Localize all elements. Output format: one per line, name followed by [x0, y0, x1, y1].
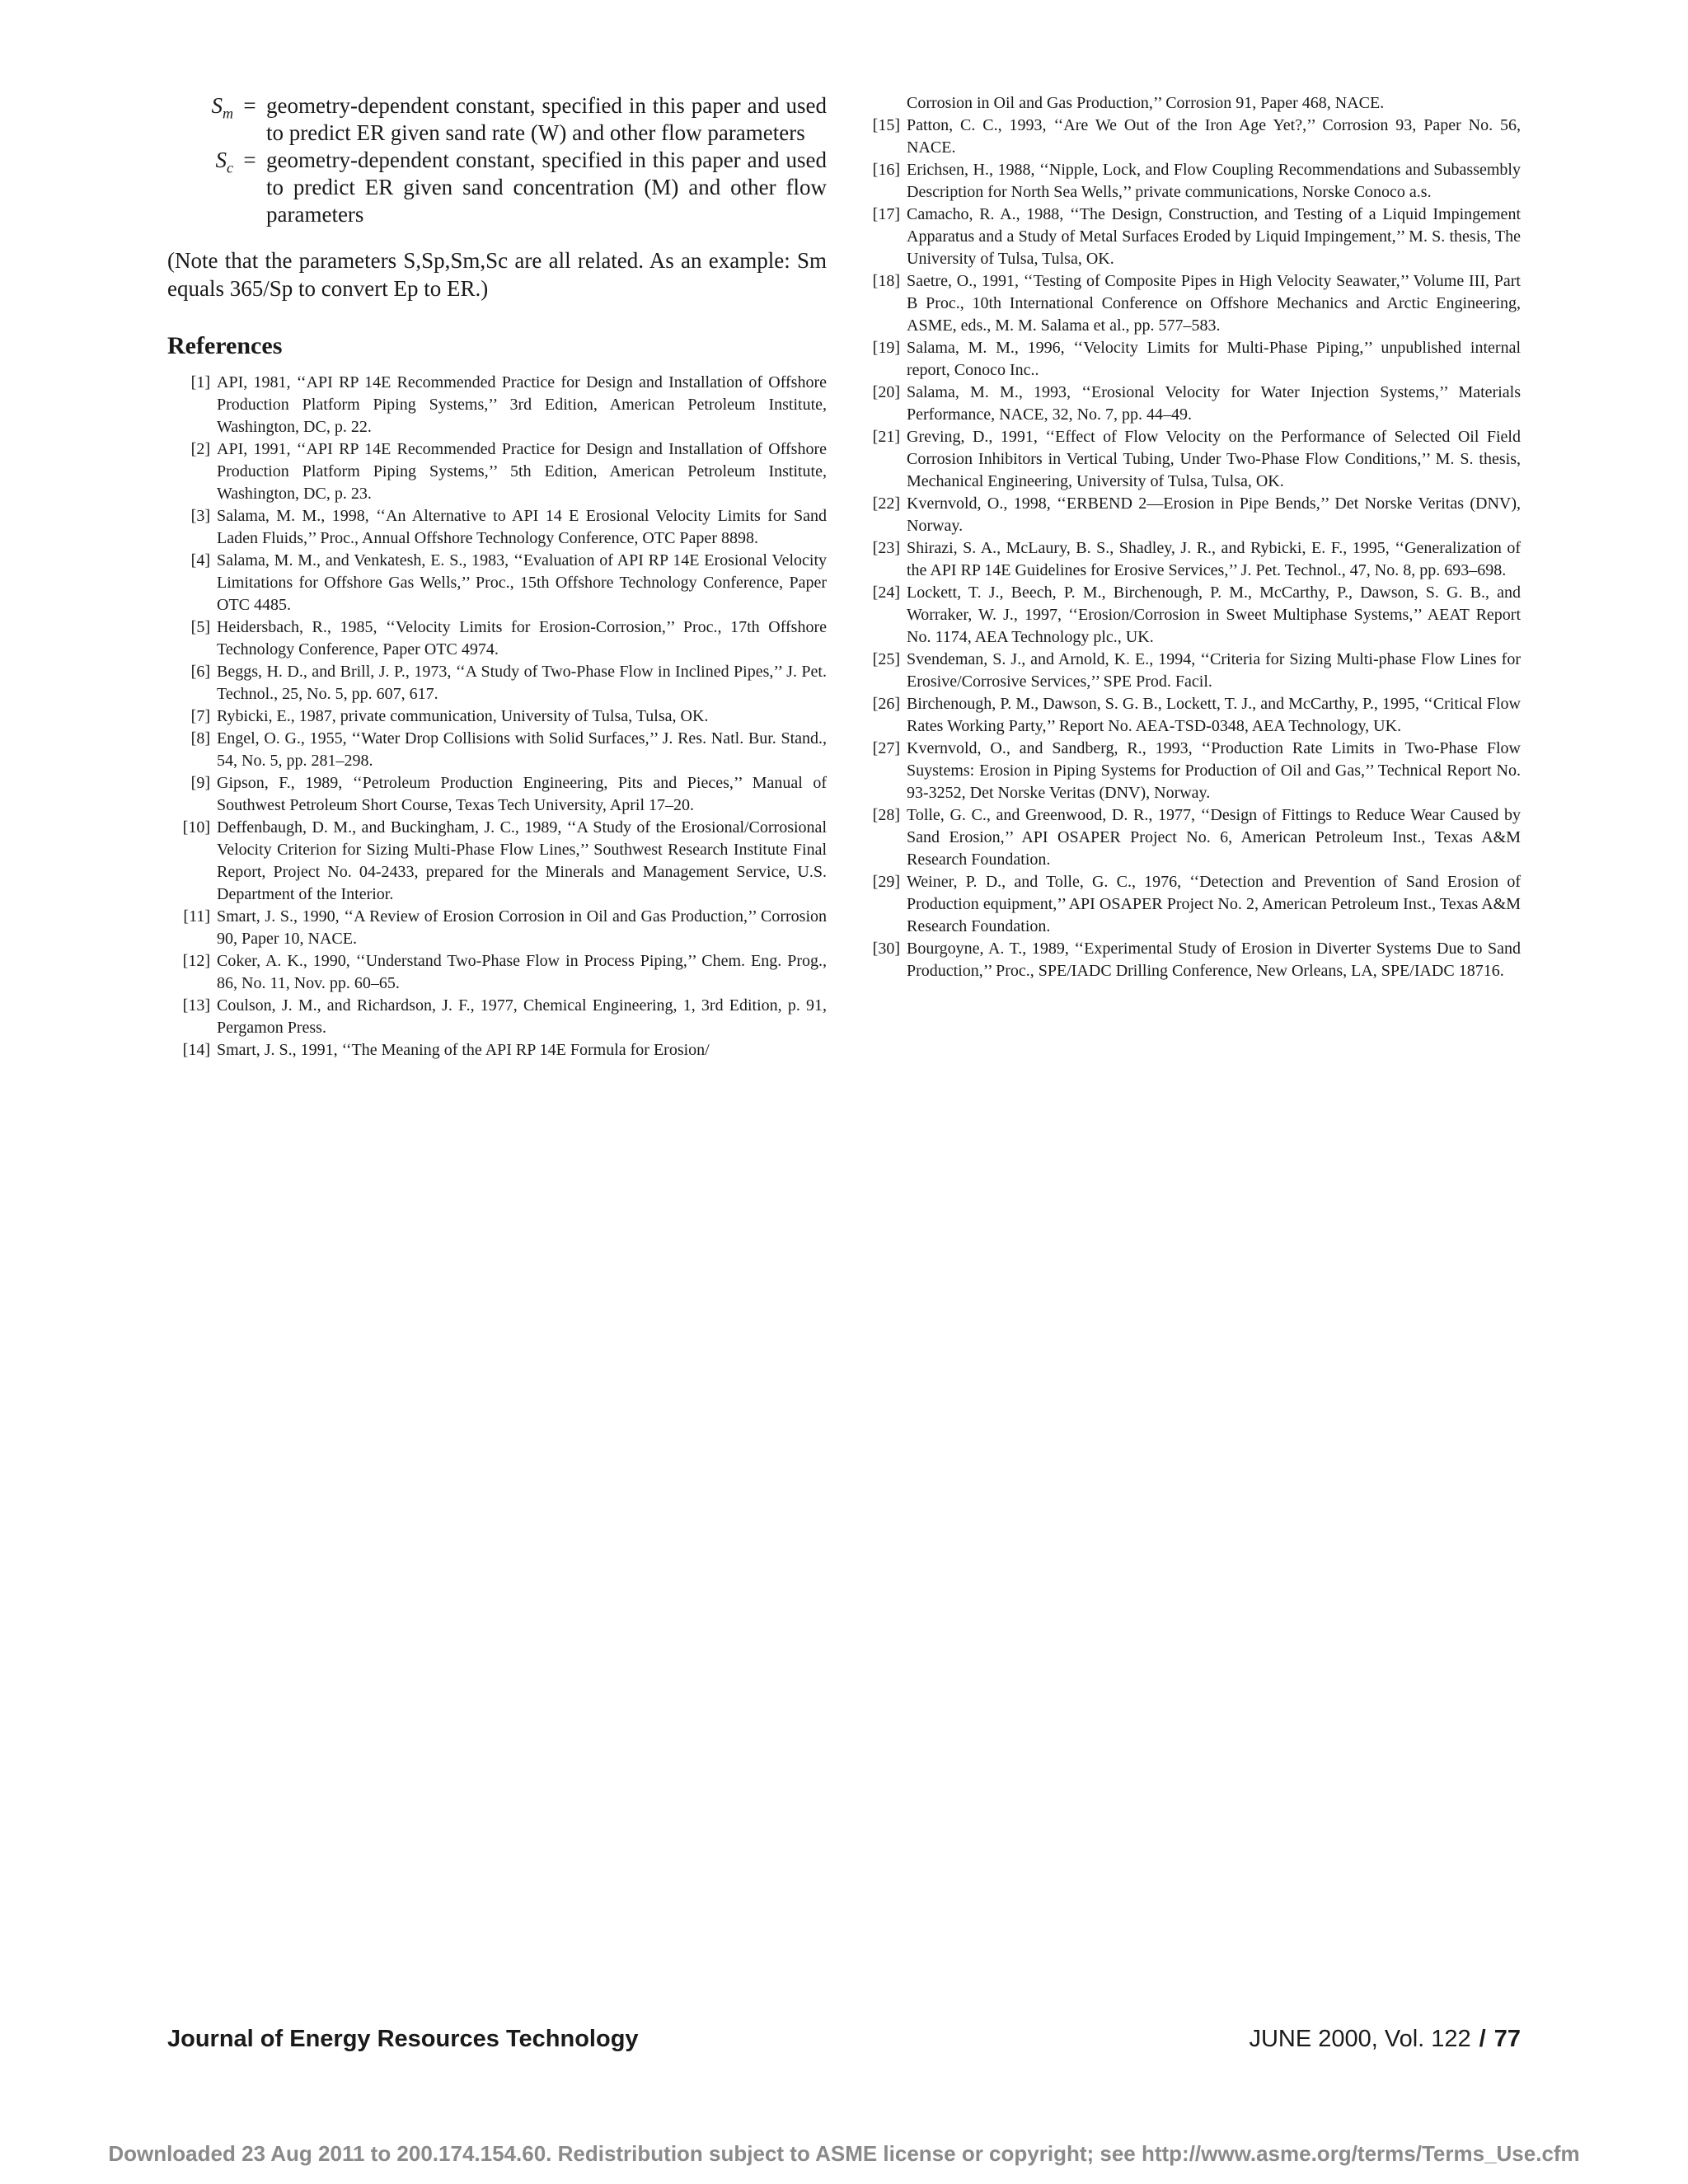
reference-number: [2]: [190, 440, 210, 458]
reference-number: [14]: [182, 1041, 210, 1059]
reference-number: [27]: [872, 739, 900, 757]
reference-text: Salama, M. M., 1996, ‘‘Velocity Limits for Multi-Phase Piping,’’ unpublished internal report, Conoco Inc..: [907, 339, 1521, 379]
reference-text: Patton, C. C., 1993, ‘‘Are We Out of the Iron Age Yet?,’’ Corrosion 93, Paper No. 56, NACE.: [907, 116, 1521, 157]
reference-item: [857, 159, 1521, 204]
reference-text: Coulson, J. M., and Richardson, J. F., 1977, Chemical Engineering, 1, 3rd Edition, p. 91, Pergamon Press.: [217, 996, 827, 1037]
definition-equals: =: [243, 148, 256, 172]
reference-number: [7]: [190, 707, 210, 725]
reference-14-continuation: Corrosion in Oil and Gas Production,’’ Corrosion 91, Paper 468, NACE.: [907, 94, 1385, 112]
reference-number: [23]: [872, 539, 900, 557]
reference-text: Beggs, H. D., and Brill, J. P., 1973, ‘‘A Study of Two-Phase Flow in Inclined Pipes,’’ J. Pet. Technol., 25, No. 5, pp. 607, 617.: [217, 663, 827, 703]
reference-item: [857, 270, 1521, 337]
reference-text: API, 1981, ‘‘API RP 14E Recommended Practice for Design and Installation of Offshore Production Platform Piping Systems,’’ 3rd Edition, American Petroleum Institute, Washington, DC, p. 22.: [217, 373, 827, 436]
reference-item: [857, 649, 1521, 693]
footer-separator: /: [1479, 2026, 1486, 2052]
reference-text: Heidersbach, R., 1985, ‘‘Velocity Limits for Erosion-Corrosion,’’ Proc., 17th Offshore Technology Conference, Paper OTC 4974.: [217, 618, 827, 658]
reference-item: [857, 426, 1521, 493]
reference-number: [13]: [182, 996, 210, 1015]
definition-symbol: S: [215, 148, 227, 172]
reference-number: [21]: [872, 428, 900, 446]
definition-sc: [167, 147, 827, 228]
reference-item: [857, 938, 1521, 982]
reference-item: [857, 804, 1521, 871]
reference-item: [167, 550, 827, 616]
reference-text: Erichsen, H., 1988, ‘‘Nipple, Lock, and Flow Coupling Recommendations and Subassembly Description for North Sea Wells,’’ private communications, Norske Conoco a.s.: [907, 161, 1521, 201]
reference-number: [28]: [872, 806, 900, 824]
reference-number: [11]: [183, 907, 210, 926]
reference-text: Engel, O. G., 1955, ‘‘Water Drop Collisions with Solid Surfaces,’’ J. Res. Natl. Bur. Stand., 54, No. 5, pp. 281–298.: [217, 729, 827, 770]
reference-number: [4]: [190, 551, 210, 569]
reference-number: [24]: [872, 583, 900, 602]
reference-text: Salama, M. M., and Venkatesh, E. S., 1983, ‘‘Evaluation of API RP 14E Erosional Velocity Limitations for Offshore Gas Wells,’’ Proc., 15th Offshore Technology Conference, Paper OTC 4485.: [217, 551, 827, 614]
reference-number: [22]: [872, 494, 900, 513]
reference-number: [19]: [872, 339, 900, 357]
reference-item: [167, 906, 827, 950]
reference-text: Birchenough, P. M., Dawson, S. G. B., Lockett, T. J., and McCarthy, P., 1995, ‘‘Critical Flow Rates Working Party,’’ Report No. AEA-TSD-0348, AEA Technology, UK.: [907, 695, 1521, 735]
reference-text: Kvernvold, O., and Sandberg, R., 1993, ‘‘Production Rate Limits in Two-Phase Flow Suystems: Erosion in Piping Systems for Production of Oil and Gas,’’ Technical Report No. 93-3252, Det Norske Veritas (DNV), Norway.: [907, 739, 1521, 802]
reference-number: [12]: [182, 952, 210, 970]
reference-number: [18]: [872, 272, 900, 290]
reference-text: Svendeman, S. J., and Arnold, K. E., 1994, ‘‘Criteria for Sizing Multi-phase Flow Lines for Erosive/Corrosive Services,’’ SPE Prod. Facil.: [907, 650, 1521, 691]
reference-number: [17]: [872, 205, 900, 223]
reference-item: [167, 616, 827, 661]
parameters-note: (Note that the parameters S,Sp,Sm,Sc are all related. As an example: Sm equals 365/Sp to convert Ep to ER.): [167, 248, 827, 301]
reference-number: [15]: [872, 116, 900, 134]
reference-item: [167, 372, 827, 438]
reference-number: [16]: [872, 161, 900, 179]
reference-item: [857, 537, 1521, 582]
definition-sm: [167, 92, 827, 147]
reference-item: [167, 661, 827, 705]
reference-text: Coker, A. K., 1990, ‘‘Understand Two-Phase Flow in Process Piping,’’ Chem. Eng. Prog., 86, No. 11, Nov. pp. 60–65.: [217, 952, 827, 992]
references-list-left: [167, 372, 827, 1062]
journal-title: Journal of Energy Resources Technology: [167, 2026, 639, 2052]
reference-text: Camacho, R. A., 1988, ‘‘The Design, Construction, and Testing of a Liquid Impingement Apparatus and a Study of Metal Surfaces Eroded by Liquid Impingement,’’ M. S. thesis, The University of Tulsa, Tulsa, OK.: [907, 205, 1521, 268]
reference-number: [10]: [182, 818, 210, 837]
reference-number: [20]: [872, 383, 900, 401]
reference-text: Shirazi, S. A., McLaury, B. S., Shadley, J. R., and Rybicki, E. F., 1995, ‘‘Generalization of the API RP 14E Guidelines for Erosive Services,’’ J. Pet. Technol., 47, No. 8, pp. 693–698.: [907, 539, 1521, 579]
reference-item: [857, 382, 1521, 426]
definition-text: geometry-dependent constant, specified in this paper and used to predict ER given sand concentration (M) and other flow parameters: [266, 148, 827, 227]
reference-text: Gipson, F., 1989, ‘‘Petroleum Production Engineering, Pits and Pieces,’’ Manual of Southwest Petroleum Short Course, Texas Tech University, April 17–20.: [217, 774, 827, 814]
reference-number: [9]: [190, 774, 210, 792]
reference-text: Rybicki, E., 1987, private communication, University of Tulsa, Tulsa, OK.: [217, 707, 709, 725]
reference-text: Lockett, T. J., Beech, P. M., Birchenough, P. M., McCarthy, P., Dawson, S. G. B., and Worraker, W. J., 1997, ‘‘Erosion/Corrosion in Sweet Multiphase Systems,’’ AEAT Report No. 1174, AEA Technology plc., UK.: [907, 583, 1521, 646]
definition-symbol: S: [211, 93, 223, 118]
reference-text: API, 1991, ‘‘API RP 14E Recommended Practice for Design and Installation of Offshore Production Platform Piping Systems,’’ 5th Edition, American Petroleum Institute, Washington, DC, p. 23.: [217, 440, 827, 503]
reference-item: [857, 204, 1521, 270]
reference-text: Deffenbaugh, D. M., and Buckingham, J. C., 1989, ‘‘A Study of the Erosional/Corrosional Velocity Criterion for Sizing Multi-Phase Flow Lines,’’ Southwest Research Institute Final Report, Project No. 04-2433, prepared for the Minerals and Management Service, U.S. Department of the Interior.: [217, 818, 827, 903]
reference-number: [25]: [872, 650, 900, 668]
references-list-right: [857, 115, 1521, 982]
reference-text: Greving, D., 1991, ‘‘Effect of Flow Velocity on the Performance of Selected Oil Field Corrosion Inhibitors in Vertical Tubing, Under Two-Phase Flow Conditions,’’ M. S. thesis, Mechanical Engineering, University of Tulsa, Tulsa, OK.: [907, 428, 1521, 490]
reference-item: [857, 582, 1521, 649]
reference-number: [3]: [190, 507, 210, 525]
reference-number: [5]: [190, 618, 210, 636]
issue-date-volume: JUNE 2000, Vol. 122: [1249, 2026, 1471, 2052]
reference-text: Bourgoyne, A. T., 1989, ‘‘Experimental Study of Erosion in Diverter Systems Due to Sand Production,’’ Proc., SPE/IADC Drilling Conference, New Orleans, LA, SPE/IADC 18716.: [907, 940, 1521, 980]
references-heading: References: [167, 332, 283, 359]
definition-subscript: c: [227, 159, 233, 176]
reference-text: Smart, J. S., 1991, ‘‘The Meaning of the API RP 14E Formula for Erosion/: [217, 1041, 710, 1059]
reference-item: [857, 738, 1521, 804]
definition-subscript: m: [223, 105, 233, 122]
reference-item: [167, 817, 827, 906]
reference-number: [26]: [872, 695, 900, 713]
reference-item: [167, 995, 827, 1039]
reference-number: [29]: [872, 873, 900, 891]
reference-text: Weiner, P. D., and Tolle, G. C., 1976, ‘‘Detection and Prevention of Sand Erosion of Production equipment,’’ API OSAPER Project No. 2, American Petroleum Inst., Texas A&M Research Foundation.: [907, 873, 1521, 935]
reference-number: [1]: [190, 373, 210, 391]
page-number: 77: [1493, 2026, 1521, 2052]
reference-item: [167, 950, 827, 995]
left-column: [167, 92, 827, 1062]
download-notice: Downloaded 23 Aug 2011 to 200.174.154.60. Redistribution subject to ASME license or copyright; see http://www.asme.org/terms/Terms_Use.cfm: [108, 2141, 1580, 2166]
reference-item: [857, 693, 1521, 738]
issue-info: [1249, 2026, 1521, 2053]
reference-text: Salama, M. M., 1998, ‘‘An Alternative to API 14 E Erosional Velocity Limits for Sand Laden Fluids,’’ Proc., Annual Offshore Technology Conference, OTC Paper 8898.: [217, 507, 827, 547]
reference-item: [857, 115, 1521, 159]
reference-text: Salama, M. M., 1993, ‘‘Erosional Velocity for Water Injection Systems,’’ Materials Performance, NACE, 32, No. 7, pp. 44–49.: [907, 383, 1521, 424]
reference-text: Kvernvold, O., 1998, ‘‘ERBEND 2—Erosion in Pipe Bends,’’ Det Norske Veritas (DNV), Norway.: [907, 494, 1521, 535]
reference-item: [167, 1039, 827, 1062]
reference-number: [30]: [872, 940, 900, 958]
page-footer: [167, 2026, 1521, 2055]
reference-item: [167, 438, 827, 505]
reference-text: Tolle, G. C., and Greenwood, D. R., 1977, ‘‘Design of Fittings to Reduce Wear Caused by Sand Erosion,’’ API OSAPER Project No. 6, American Petroleum Inst., Texas A&M Research Foundation.: [907, 806, 1521, 869]
reference-item: [167, 772, 827, 817]
symbol-definitions: [167, 92, 827, 228]
right-column: [857, 92, 1521, 982]
reference-item: [167, 728, 827, 772]
reference-text: Smart, J. S., 1990, ‘‘A Review of Erosion Corrosion in Oil and Gas Production,’’ Corrosion 90, Paper 10, NACE.: [217, 907, 827, 948]
definition-text: geometry-dependent constant, specified in this paper and used to predict ER given sand rate (W) and other flow parameters: [266, 93, 827, 145]
reference-number: [8]: [190, 729, 210, 748]
reference-item: [857, 871, 1521, 938]
reference-text: Saetre, O., 1991, ‘‘Testing of Composite Pipes in High Velocity Seawater,’’ Volume III, Part B Proc., 10th International Conference on Offshore Mechanics and Arctic Engineering, ASME, eds., M. M. Salama et al., pp. 577–583.: [907, 272, 1521, 335]
reference-item: [167, 505, 827, 550]
reference-item: [167, 705, 827, 728]
reference-item: [857, 337, 1521, 382]
reference-number: [6]: [190, 663, 210, 681]
definition-equals: =: [243, 93, 256, 118]
reference-item: [857, 493, 1521, 537]
